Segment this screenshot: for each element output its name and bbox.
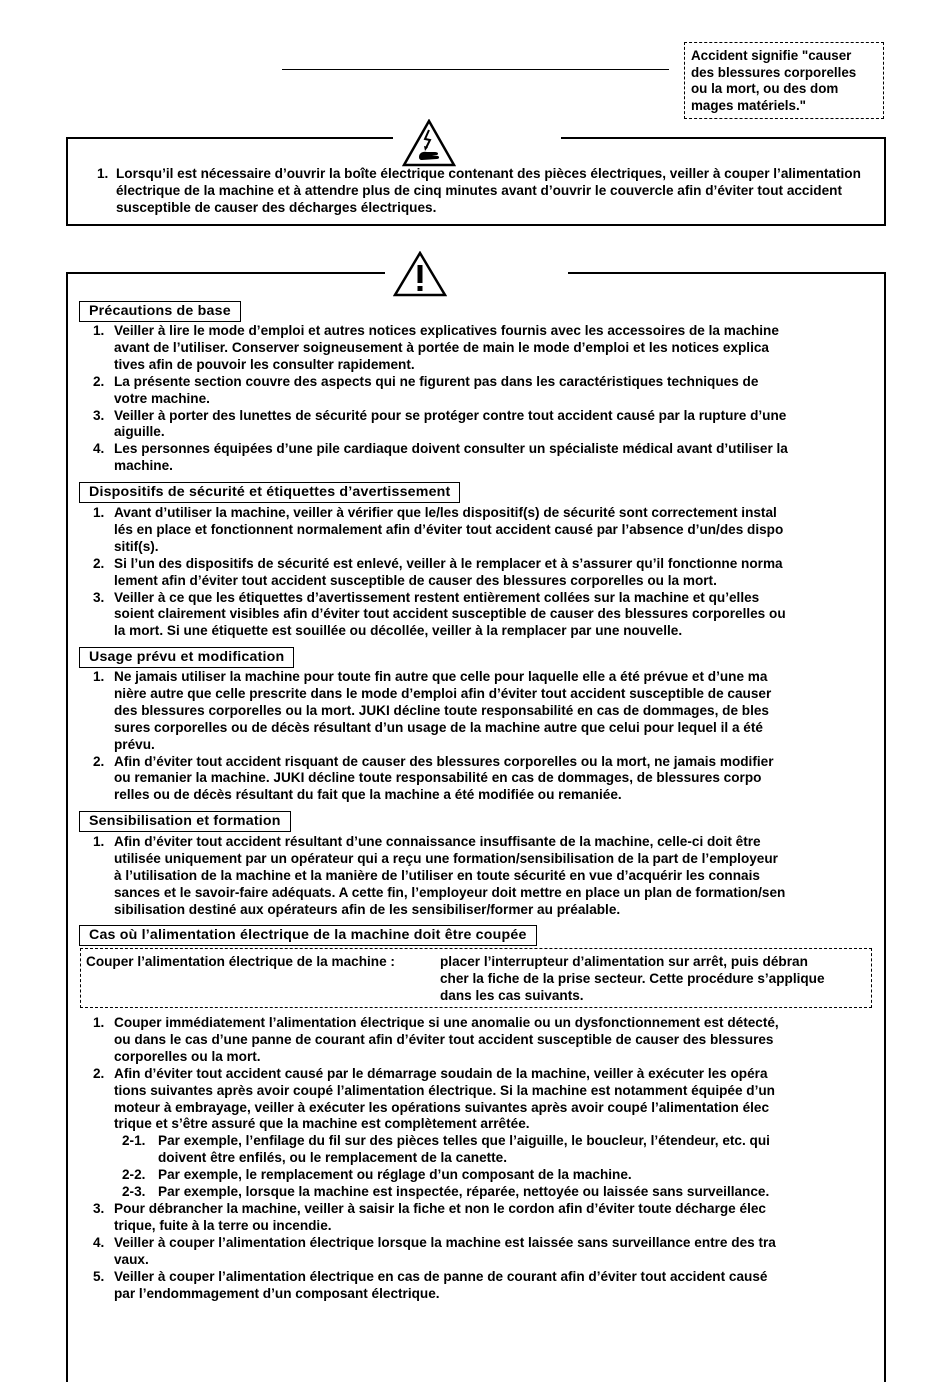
item-number: 2. (93, 373, 105, 389)
item-number: 5. (93, 1268, 105, 1284)
list-item (93, 1015, 883, 1066)
list-item (93, 323, 883, 374)
item-text: Ne jamais utiliser la machine pour toute fin autre que celle pour laquelle elle a été prévue et d’une ma nière autre que celle prescrite dans le mode d’emploi afin d’éviter tout accident susceptible de causer des blessures corporelles ou la mort. JUKI décline toute responsabilité en cas de dommages, de bles sures corporelles ou de décès résultant d’un usage de la machine autre que celui pour lequel il a été prévu. (114, 669, 772, 752)
item-text: Veiller à couper l’alimentation électrique lorsque la machine est laissée sans surveillance entre des tra vaux. (114, 1234, 776, 1267)
item-number: 2-1. (122, 1133, 146, 1149)
item-text: Veiller à ce que les étiquettes d’avertissement restent entièrement collées sur la machine et qu’elles soient clairement visibles afin d’éviter tout accident susceptible de causer des blessures corporelles ou la mort. Si une étiquette est souillée ou décollée, veiller à la remplacer par une nouvelle. (114, 589, 786, 639)
item-text: Par exemple, lorsque la machine est inspectée, réparée, nettoyée ou laissée sans surveillance. (158, 1184, 770, 1200)
item-text: Par exemple, le remplacement ou réglage d’un composant de la machine. (158, 1167, 632, 1183)
list-item (93, 505, 883, 556)
item-number: 2-2. (122, 1167, 146, 1183)
item-text: Veiller à porter des lunettes de sécurité pour se protéger contre tout accident causé par la rupture d’une aiguille. (114, 407, 787, 440)
item-text: Par exemple, l’enfilage du fil sur des pièces telles que l’aiguille, le boucleur, l’étendeur, etc. qui doivent être enfilés, ou le remplacement de la canette. (158, 1133, 770, 1166)
item-text: Afin d’éviter tout accident résultant d’une connaissance insuffisante de la machine, celle-ci doit être utilisée uniquement par un opérateur qui a reçu une formation/sensibilisation de la part de l’employeur à l’utilisation de la machine et la manière de l’utiliser en toute sécurité en vue d’acquérir les connais sances et le savoir-faire adéquats. A cette fin, l’employeur doit mettre en place un plan de formation/sen sibilisation destiné aux opérateurs afin de les sensibiliser/former au préalable. (114, 834, 786, 917)
sub-list-item (93, 1184, 883, 1201)
danger-list (97, 165, 872, 217)
list-item (93, 556, 883, 590)
item-text: La présente section couvre des aspects qui ne figurent pas dans les caractéristiques techniques de votre machine. (114, 373, 759, 406)
basic-precautions-list (93, 323, 883, 475)
list-item (93, 1066, 883, 1134)
item-number: 2-3. (122, 1184, 146, 1200)
power-off-list (93, 1015, 883, 1302)
item-number: 2. (93, 1065, 105, 1081)
list-item (93, 834, 883, 919)
list-item (93, 374, 883, 408)
item-text: Veiller à lire le mode d’emploi et autres notices explicatives fournis avec les accessoires de la machine avant de l’utiliser. Conserver soigneusement à portée de main le mode d’emploi et les notices explica tives afin de pouvoir les consulter rapidement. (114, 323, 779, 372)
list-item (93, 1269, 883, 1303)
list-item (93, 754, 883, 805)
item-text: Avant d’utiliser la machine, veiller à vérifier que le/les dispositif(s) de sécurité sont correctement instal lés en place et fonctionnent normalement afin d’éviter tout accident causé par l’absence d’un/des dispo sitif(s). (114, 505, 784, 554)
electric-shock-hand-icon (402, 119, 456, 167)
item-text: Afin d’éviter tout accident causé par le démarrage soudain de la machine, veiller à exécuter les opéra tions suivantes après avoir coupé l’alimentation électrique. Si la machine est notamment équipée d’un moteur à embrayage, veiller à exécuter les opérations suivantes après avoir coupé l’alimentation élec trique et s’être assuré que la machine est complètement arrêtée. (114, 1065, 775, 1132)
list-item (93, 441, 883, 475)
list-item (93, 669, 883, 754)
item-number: 1. (93, 834, 105, 849)
power-off-label: Couper l’alimentation électrique de la machine : (86, 954, 395, 969)
item-number: 3. (93, 1200, 105, 1216)
list-item (93, 1201, 883, 1235)
intended-use-list (93, 669, 883, 804)
item-text: Si l’un des dispositifs de sécurité est enlevé, veiller à le remplacer et à s’assurer qu’il fonctionne norma lement afin d’éviter tout accident susceptible de causer des blessures corporelles ou la mort. (114, 555, 783, 588)
list-item (93, 590, 883, 641)
sub-list-item (93, 1133, 883, 1167)
item-text: Veiller à couper l’alimentation électrique en cas de panne de courant afin d’éviter tout accident causé par l’endommagement d’un composant électrique. (114, 1268, 768, 1301)
power-off-procedure-text: placer l’interrupteur d’alimentation sur arrêt, puis débran cher la fiche de la prise secteur. Cette procédure s’applique dans les cas suivants. (440, 954, 825, 1003)
item-number: 2. (93, 753, 105, 769)
title-rule (282, 69, 669, 70)
section-heading-training: Sensibilisation et formation (79, 811, 291, 832)
danger-item-text: Lorsqu’il est nécessaire d’ouvrir la boîte électrique contenant des pièces électriques, veiller à couper l’alimentation électrique de la machine et à attendre plus de cinq minutes avant d’ouvrir le couvercle afin d’éviter tout accident susceptible de causer des décharges électriques. (116, 166, 861, 216)
item-text: Pour débrancher la machine, veiller à saisir la fiche et non le cordon afin d’éviter toute décharge élec trique, fuite à la terre ou incendie. (114, 1200, 766, 1233)
safety-devices-list (93, 505, 883, 640)
accident-definition-note: Accident signifie "causer des blessures corporelles ou la mort, ou des dom mages matériels." (684, 42, 884, 119)
item-text: Afin d’éviter tout accident risquant de causer des blessures corporelles ou la mort, ne jamais modifier ou remanier la machine. JUKI décline toute responsabilité en cas de dommages, de blessures corpo relles ou de décès résultant du fait que la machine a été modifiée ou remaniée. (114, 753, 774, 803)
item-text: Les personnes équipées d’une pile cardiaque doivent consulter un spécialiste médical avant d’utiliser la machine. (114, 441, 788, 474)
training-list (93, 834, 883, 919)
item-number: 4. (93, 441, 105, 457)
section-heading-safety-devices: Dispositifs de sécurité et étiquettes d’avertissement (79, 482, 460, 503)
item-number: 4. (93, 1234, 105, 1250)
item-number: 2. (93, 555, 105, 571)
sub-list-item (93, 1167, 883, 1184)
item-text: Couper immédiatement l’alimentation électrique si une anomalie ou un dysfonctionnement est détecté, ou dans le cas d’une panne de courant afin d’éviter tout accident susceptible de causer des blessures corporelles ou la mort. (114, 1015, 779, 1064)
exclamation-triangle-icon (393, 251, 447, 297)
danger-item-number: 1. (97, 166, 109, 181)
list-item (93, 1235, 883, 1269)
item-number: 1. (93, 669, 105, 684)
section-heading-power-off: Cas où l’alimentation électrique de la machine doit être coupée (79, 925, 537, 946)
danger-item (97, 165, 872, 217)
item-number: 3. (93, 407, 105, 423)
section-heading-basic-precautions: Précautions de base (79, 301, 241, 322)
item-number: 1. (93, 505, 105, 520)
item-number: 3. (93, 589, 105, 605)
list-item (93, 408, 883, 442)
item-number: 1. (93, 1015, 105, 1030)
item-number: 1. (93, 323, 105, 338)
section-heading-intended-use: Usage prévu et modification (79, 647, 294, 668)
